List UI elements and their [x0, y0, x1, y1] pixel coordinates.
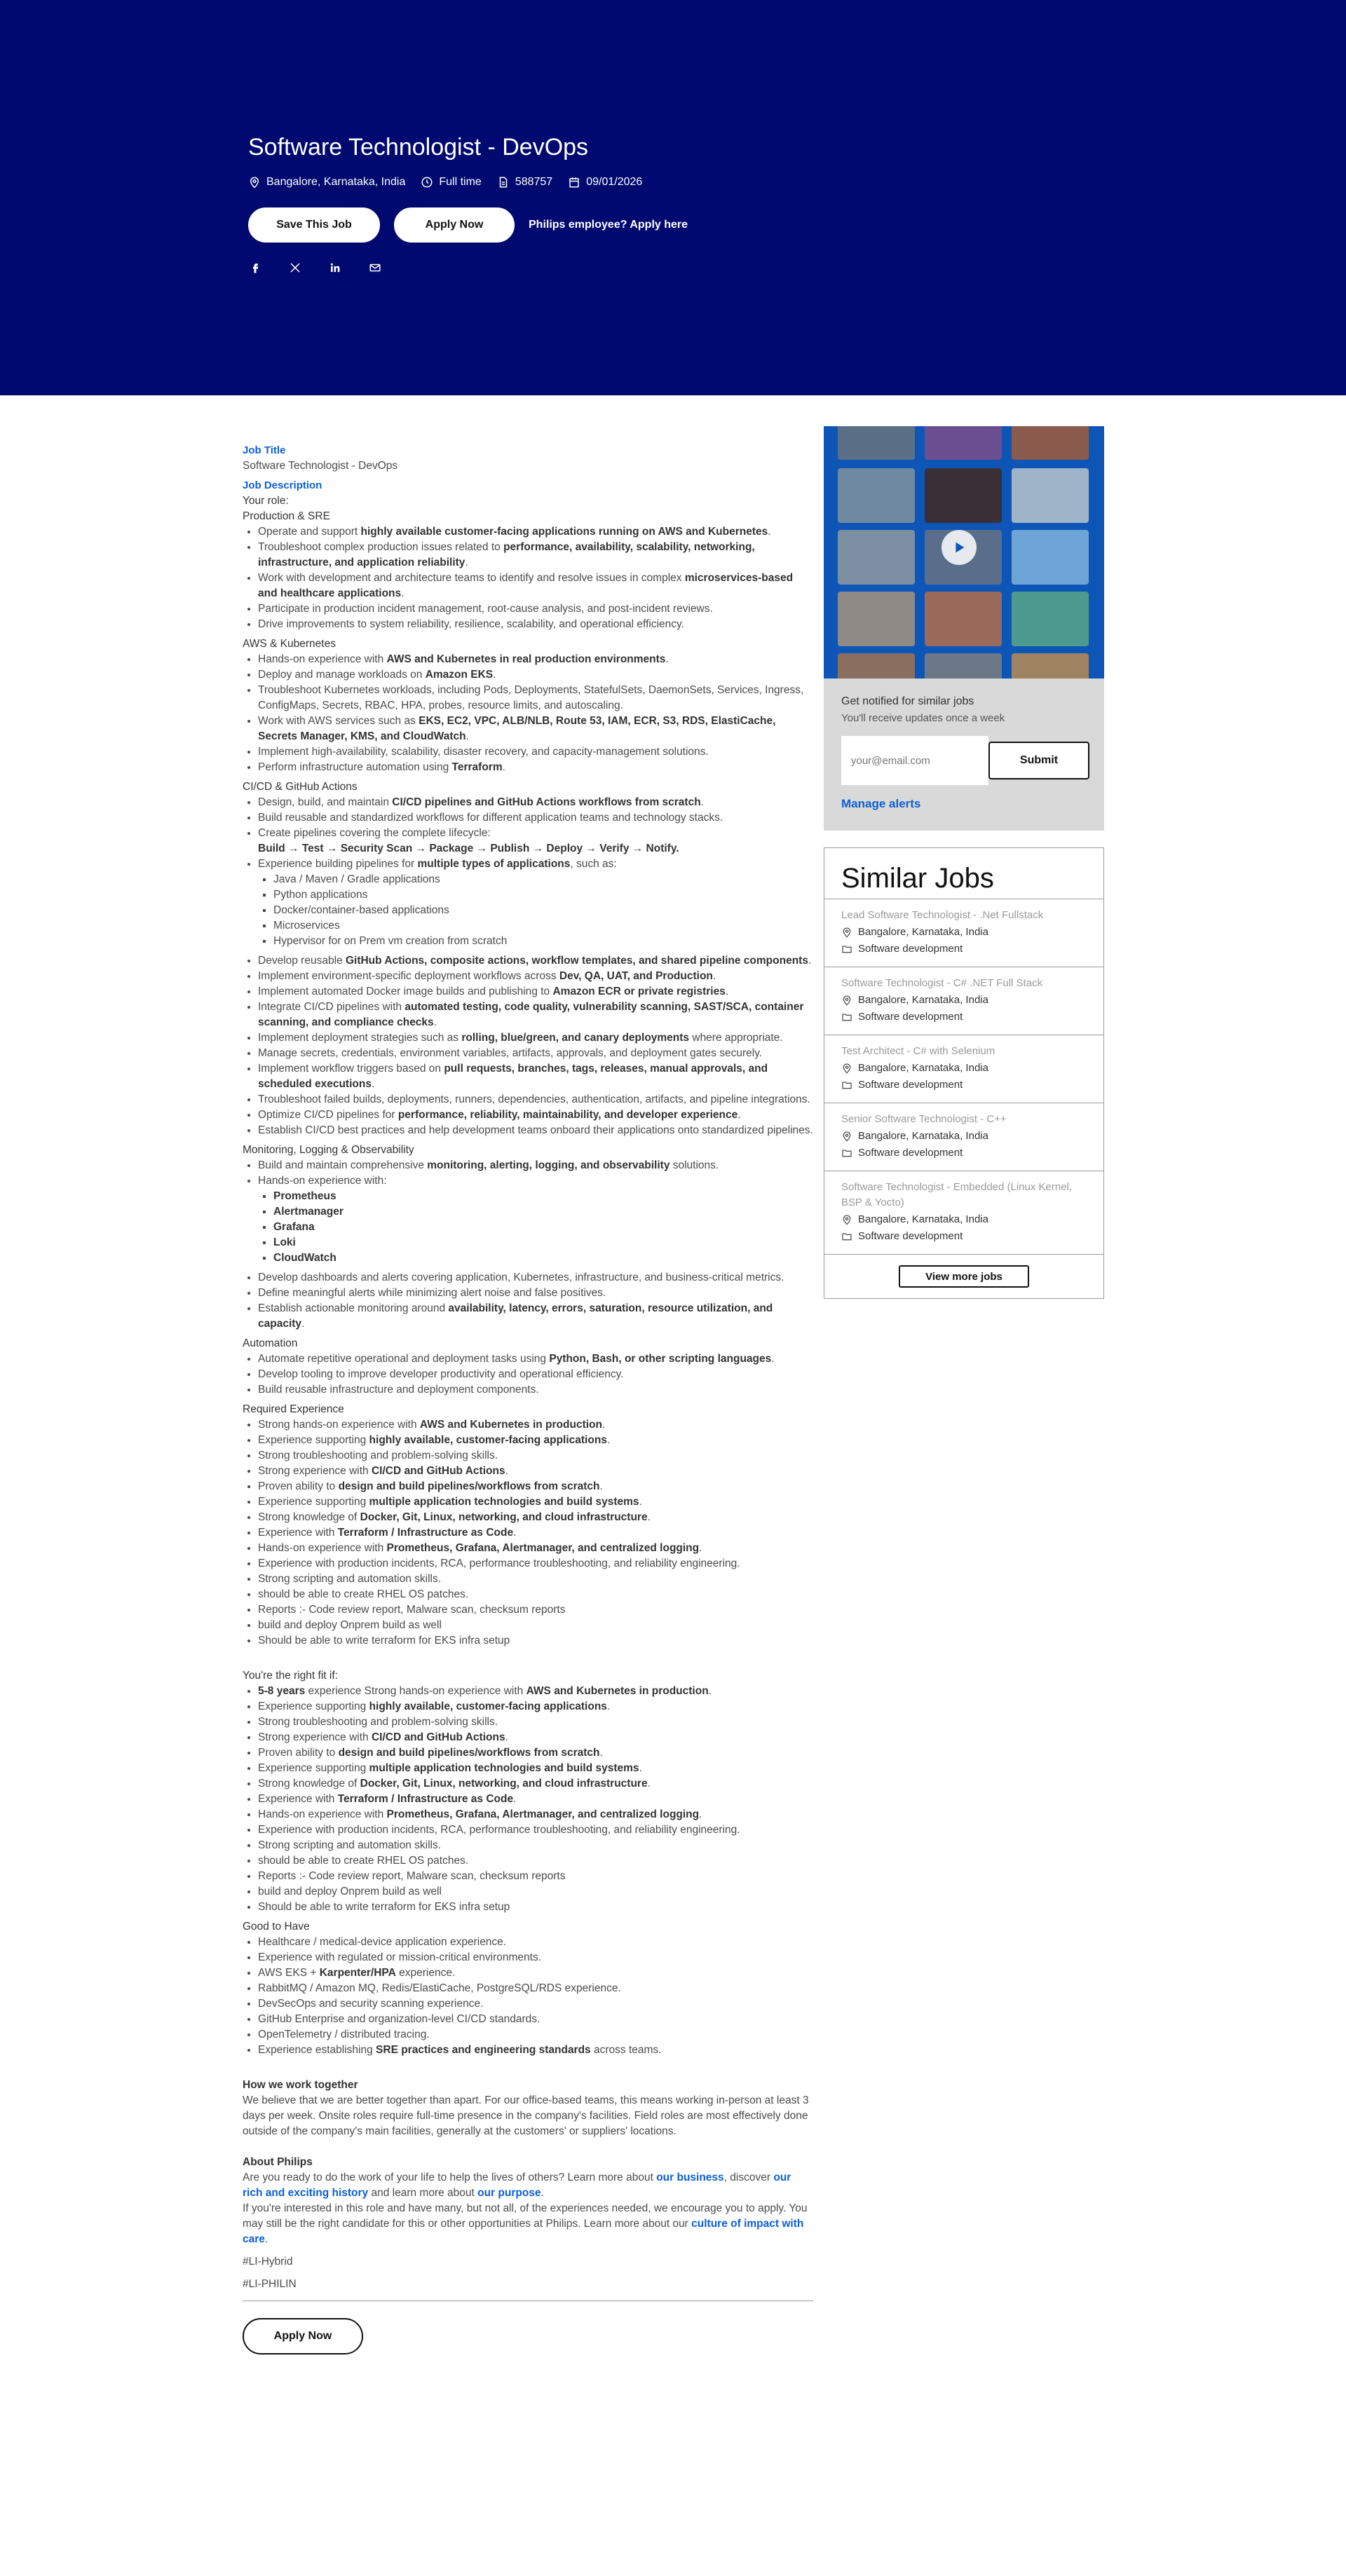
list-item: • Troubleshoot failed builds, deployments, runners, dependencies, authentication, artifacts, and pipeline integrations. [258, 1092, 813, 1108]
list-item: • Implement automated Docker image builds and publishing to Amazon ECR or private registries. [258, 984, 813, 1000]
similar-job-category: Software development [841, 1229, 1087, 1244]
list-item: • Experience with production incidents, RCA, performance troubleshooting, and reliability engineering. [258, 1822, 813, 1838]
tag-hybrid: #LI-Hybrid [243, 2256, 293, 2268]
job-title-value: Software Technologist - DevOps [243, 460, 398, 472]
list-item: • Strong scripting and automation skills. [258, 1838, 813, 1853]
job-meta [248, 175, 688, 189]
bottom-apply-button[interactable]: Apply Now [243, 2318, 363, 2354]
your-role-label: Your role: [243, 495, 289, 507]
list-item: • Hands-on experience with Prometheus, Grafana, Alertmanager, and centralized logging. [258, 1541, 813, 1556]
list-item: • Work with development and architecture teams to identify and resolve issues in complex microservices-based and healthcare applications. [258, 571, 813, 601]
list-item: • Work with AWS services such as EKS, EC2, VPC, ALB/NLB, Route 53, IAM, ECR, S3, RDS, ElastiCache, Secrets Manager, KMS, and CloudWatch. [258, 714, 813, 744]
location-pin-icon [841, 927, 858, 938]
similar-jobs-heading: Similar Jobs [841, 863, 994, 894]
alerts-title: Get notified for similar jobs [841, 695, 974, 707]
list-item: • Establish CI/CD best practices and help development teams onboard their applications onto standardized pipelines. [258, 1123, 813, 1138]
folder-icon [841, 1231, 858, 1242]
list-item: • Experience with Terraform / Infrastructure as Code. [258, 1792, 813, 1807]
clock-icon [421, 176, 433, 189]
location-pin-icon [841, 1214, 858, 1225]
list-item: • Strong knowledge of Docker, Git, Linux, networking, and cloud infrastructure. [258, 1776, 813, 1792]
play-icon[interactable] [941, 530, 977, 565]
purpose-link[interactable]: our purpose [477, 2187, 541, 2199]
list-item: • Automate repetitive operational and deployment tasks using Python, Bash, or other scripting languages. [258, 1351, 813, 1367]
list-item: • Build reusable and standardized workflows for different application teams and technology stacks. [258, 810, 813, 826]
list-item: • Implement deployment strategies such as rolling, blue/green, and canary deployments where appropriate. [258, 1030, 813, 1046]
job-title: Software Technologist - DevOps [248, 134, 589, 161]
section-right-fit: You're the right fit if: [243, 1670, 338, 1682]
about-text: Are you ready to do the work of your life to help the lives of others? Learn more about our business, discover our rich and exciting history and learn more about our purpose. [243, 2172, 791, 2199]
list-item: • build and deploy Onprem build as well [258, 1618, 813, 1633]
facebook-icon[interactable] [248, 261, 262, 275]
list-item: • Experience building pipelines for multiple types of applications, such as: ▪ Java / Maven / Gradle applications ▪ Python applications ▪ Docker/container-based applications ▪ Microservices ▪ Hypervisor for on Prem vm creation from scratch [258, 857, 813, 949]
list-item: • should be able to create RHEL OS patches. [258, 1587, 813, 1602]
about-apply-text: If you're interested in this role and have many, but not all, of the experiences needed, we encourage you to apply. You may still be the right candidate for this or other opportunities at Philips. Learn more about our culture of impact with care. [243, 2202, 808, 2245]
tag-philin: #LI-PHILIN [243, 2278, 297, 2290]
calendar-icon [568, 176, 580, 189]
list-item: • Experience supporting highly available, customer-facing applications. [258, 1699, 813, 1715]
section-aws-kubernetes: AWS & Kubernetes [243, 638, 336, 650]
list-item: • Experience with Terraform / Infrastructure as Code. [258, 1525, 813, 1541]
list-item: • Hands-on experience with Prometheus, Grafana, Alertmanager, and centralized logging. [258, 1807, 813, 1822]
similar-job-location: Bangalore, Karnataka, India [841, 1061, 1087, 1076]
list-item: • AWS EKS + Karpenter/HPA experience. [258, 1965, 813, 1981]
alert-email-input[interactable] [841, 736, 988, 785]
list-item: • Define meaningful alerts while minimizing alert noise and false positives. [258, 1286, 813, 1301]
similar-job-title[interactable]: Lead Software Technologist - .Net Fullstack [841, 909, 1044, 921]
list-item: ▪ Loki [273, 1235, 813, 1250]
similar-job-item[interactable] [824, 1103, 1103, 1171]
list-item: • Implement environment-specific deployment workflows across Dev, QA, UAT, and Production. [258, 969, 813, 984]
document-icon [497, 176, 510, 189]
job-title-label: Job Title [243, 444, 286, 456]
how-we-work-text: We believe that we are better together than apart. For our office-based teams, this means working in-person at least 3 days per week. Onsite roles require full-time presence in the company's facilities. Field roles are most effectively done outside of the company's main facilities, generally at the customers' or suppliers' locations. [243, 2094, 809, 2137]
list-item: ▪ Microservices [273, 918, 813, 934]
list-item: • OpenTelemetry / distributed tracing. [258, 2027, 813, 2043]
job-main [0, 395, 1346, 2576]
list-item: • Establish actionable monitoring around availability, latency, errors, saturation, resource utilization, and capacity. [258, 1301, 813, 1332]
list-cicd-more [243, 953, 813, 1138]
list-item: • Strong troubleshooting and problem-solving skills. [258, 1448, 813, 1464]
list-required [243, 1417, 813, 1649]
list-item: • Troubleshoot Kubernetes workloads, including Pods, Deployments, StatefulSets, DaemonSets, Services, Ingress, ConfigMaps, Secrets, RBAC, HPA, probes, resource limits, and autoscaling. [258, 683, 813, 714]
meta-type: Full time [421, 175, 481, 189]
list-item: • Strong experience with CI/CD and GitHub Actions. [258, 1730, 813, 1745]
similar-job-title[interactable]: Test Architect - C# with Selenium [841, 1045, 995, 1057]
list-item: • Troubleshoot complex production issues related to performance, availability, scalability, networking, infrastructure, and application reliability. [258, 540, 813, 571]
list-item: ▪ Java / Maven / Gradle applications [273, 872, 813, 887]
location-pin-icon [248, 176, 261, 189]
list-item: • Strong hands-on experience with AWS and Kubernetes in production. [258, 1417, 813, 1433]
list-item: • Strong scripting and automation skills. [258, 1572, 813, 1587]
list-item: • Create pipelines covering the complete lifecycle: Build → Test → Security Scan → Package → Publish → Deploy → Verify → Notify. [258, 826, 813, 857]
list-item: • Hands-on experience with AWS and Kubernetes in real production environments. [258, 652, 813, 667]
section-required: Required Experience [243, 1403, 344, 1415]
similar-job-location: Bangalore, Karnataka, India [841, 1212, 1087, 1227]
view-more-jobs-button[interactable]: View more jobs [899, 1265, 1029, 1288]
similar-job-category: Software development [841, 1145, 1087, 1161]
list-item: • DevSecOps and security scanning experience. [258, 1996, 813, 2012]
list-item: • Participate in production incident management, root-cause analysis, and post-incident reviews. [258, 601, 813, 617]
folder-icon [841, 943, 858, 955]
list-cicd [243, 795, 813, 949]
list-item: • Hands-on experience with: ▪ Prometheus ▪ Alertmanager ▪ Grafana ▪ Loki ▪ CloudWatch [258, 1173, 813, 1266]
list-aws [243, 652, 813, 775]
list-item: • should be able to create RHEL OS patches. [258, 1853, 813, 1869]
list-item: • Operate and support highly available customer-facing applications running on AWS and Kubernetes. [258, 524, 813, 540]
save-job-button[interactable]: Save This Job [248, 207, 380, 243]
list-item: • Implement high-availability, scalability, disaster recovery, and capacity-management solutions. [258, 744, 813, 760]
list-item: • Reports :- Code review report, Malware scan, checksum reports [258, 1602, 813, 1618]
list-item: • Develop reusable GitHub Actions, composite actions, workflow templates, and shared pipeline components. [258, 953, 813, 969]
list-item: • Should be able to write terraform for EKS infra setup [258, 1900, 813, 1915]
list-item: ▪ Python applications [273, 887, 813, 903]
job-hero [0, 0, 1346, 395]
list-item: • Should be able to write terraform for EKS infra setup [258, 1633, 813, 1649]
list-good-to-have [243, 1935, 813, 2058]
list-item: • Proven ability to design and build pipelines/workflows from scratch. [258, 1479, 813, 1494]
section-cicd: CI/CD & GitHub Actions [243, 781, 358, 793]
similar-job-category: Software development [841, 1077, 1087, 1093]
list-item: • Experience supporting multiple application technologies and build systems. [258, 1761, 813, 1776]
list-item: • Strong experience with CI/CD and GitHub Actions. [258, 1464, 813, 1479]
similar-job-category: Software development [841, 1009, 1087, 1025]
list-item: • GitHub Enterprise and organization-level CI/CD standards. [258, 2012, 813, 2027]
list-item: • Strong knowledge of Docker, Git, Linux, networking, and cloud infrastructure. [258, 1510, 813, 1525]
folder-icon [841, 1011, 858, 1023]
similar-jobs-card [824, 847, 1104, 1299]
list-item: ▪ Hypervisor for on Prem vm creation from scratch [273, 934, 813, 949]
similar-job-location: Bangalore, Karnataka, India [841, 1129, 1087, 1144]
similar-job-location: Bangalore, Karnataka, India [841, 925, 1087, 940]
list-item: • Optimize CI/CD pipelines for performance, reliability, maintainability, and developer experience. [258, 1108, 813, 1123]
list-item: ▪ Docker/container-based applications [273, 903, 813, 918]
list-item: • Design, build, and maintain CI/CD pipelines and GitHub Actions workflows from scratch. [258, 795, 813, 810]
list-item: • Experience supporting highly available, customer-facing applications. [258, 1433, 813, 1448]
list-production [243, 524, 813, 632]
list-item: • Healthcare / medical-device application experience. [258, 1935, 813, 1950]
our-business-link[interactable]: our business [656, 2172, 724, 2183]
list-item: • Experience supporting multiple application technologies and build systems. [258, 1494, 813, 1510]
section-production-sre: Production & SRE [243, 510, 330, 522]
list-item: ▪ CloudWatch [273, 1250, 813, 1266]
list-item: • Drive improvements to system reliability, resilience, scalability, and operational efficiency. [258, 617, 813, 632]
section-automation: Automation [243, 1337, 298, 1349]
location-pin-icon [841, 1063, 858, 1074]
meta-location: Bangalore, Karnataka, India [248, 175, 405, 189]
list-item: • 5-8 years experience Strong hands-on experience with AWS and Kubernetes in production. [258, 1684, 813, 1699]
similar-job-item[interactable] [824, 1035, 1103, 1103]
list-item: • Build and maintain comprehensive monitoring, alerting, logging, and observability solutions. [258, 1158, 813, 1173]
list-item: ▪ Alertmanager [273, 1204, 813, 1220]
list-item: • Experience establishing SRE practices and engineering standards across teams. [258, 2043, 813, 2058]
job-description-label: Job Description [243, 479, 322, 491]
list-automation [243, 1351, 813, 1398]
list-item: ▪ Prometheus [273, 1189, 813, 1204]
apply-now-button[interactable]: Apply Now [394, 207, 515, 243]
x-icon[interactable] [288, 261, 302, 275]
list-item: • build and deploy Onprem build as well [258, 1884, 813, 1900]
list-right-fit [243, 1684, 813, 1915]
section-how-we-work: How we work together [243, 2079, 358, 2091]
similar-job-item[interactable] [824, 899, 1103, 967]
list-item: • Proven ability to design and build pipelines/workflows from scratch. [258, 1745, 813, 1761]
list-item: • Build reusable infrastructure and deployment components. [258, 1382, 813, 1398]
email-icon[interactable] [368, 261, 382, 275]
meta-job-id: 588757 [497, 175, 552, 189]
list-item: • Reports :- Code review report, Malware scan, checksum reports [258, 1869, 813, 1884]
list-monitoring-more [243, 1270, 813, 1332]
list-item: • Implement workflow triggers based on pull requests, branches, tags, releases, manual approvals, and scheduled executions. [258, 1061, 813, 1092]
app-types-list [258, 872, 813, 949]
list-item: • Manage secrets, credentials, environment variables, artifacts, approvals, and deployment gates securely. [258, 1046, 813, 1061]
employee-apply-link[interactable]: Philips employee? Apply here [529, 219, 688, 231]
video-thumbnail[interactable] [824, 426, 1104, 679]
share-bar [248, 261, 688, 275]
list-monitoring [243, 1158, 813, 1266]
tools-list [258, 1189, 813, 1266]
similar-job-location: Bangalore, Karnataka, India [841, 993, 1087, 1008]
folder-icon [841, 1147, 858, 1159]
meta-date: 09/01/2026 [568, 175, 642, 189]
alerts-subtitle: You'll receive updates once a week [841, 712, 1005, 724]
list-item: • Integrate CI/CD pipelines with automated testing, code quality, vulnerability scanning, SAST/SCA, container scanning, and compliance checks. [258, 1000, 813, 1030]
list-item: • Develop tooling to improve developer productivity and operational efficiency. [258, 1367, 813, 1382]
similar-job-item[interactable] [824, 967, 1103, 1035]
similar-job-item[interactable] [824, 1171, 1103, 1255]
list-item: • Experience with regulated or mission-critical environments. [258, 1950, 813, 1965]
similar-job-title[interactable]: Senior Software Technologist - C++ [841, 1113, 1007, 1125]
similar-job-category: Software development [841, 941, 1087, 957]
linkedin-icon[interactable] [328, 261, 342, 275]
list-item: • RabbitMQ / Amazon MQ, Redis/ElastiCache, PostgreSQL/RDS experience. [258, 1981, 813, 1996]
folder-icon [841, 1079, 858, 1091]
section-about-philips: About Philips [243, 2156, 313, 2168]
list-item: • Experience with production incidents, RCA, performance troubleshooting, and reliability engineering. [258, 1556, 813, 1572]
list-item: • Deploy and manage workloads on Amazon EKS. [258, 667, 813, 683]
section-good-to-have: Good to Have [243, 1921, 310, 1933]
list-item: • Perform infrastructure automation using Terraform. [258, 760, 813, 775]
alert-submit-button[interactable]: Submit [988, 742, 1089, 779]
list-item: ▪ Grafana [273, 1220, 813, 1235]
location-pin-icon [841, 1131, 858, 1142]
job-alerts-card [824, 426, 1104, 831]
similar-job-title[interactable]: Software Technologist - C# .NET Full Stack [841, 977, 1043, 989]
similar-job-title[interactable]: Software Technologist - Embedded (Linux Kernel, BSP & Yocto) [841, 1181, 1073, 1208]
manage-alerts-link[interactable]: Manage alerts [841, 797, 921, 810]
culture-link[interactable]: culture of impact with care [243, 2218, 804, 2245]
section-monitoring: Monitoring, Logging & Observability [243, 1144, 414, 1156]
history-link[interactable]: our rich and exciting history [243, 2172, 791, 2199]
list-item: • Develop dashboards and alerts covering application, Kubernetes, infrastructure, and business-critical metrics. [258, 1270, 813, 1286]
location-pin-icon [841, 995, 858, 1006]
job-description [243, 443, 813, 2354]
list-item: • Strong troubleshooting and problem-solving skills. [258, 1715, 813, 1730]
